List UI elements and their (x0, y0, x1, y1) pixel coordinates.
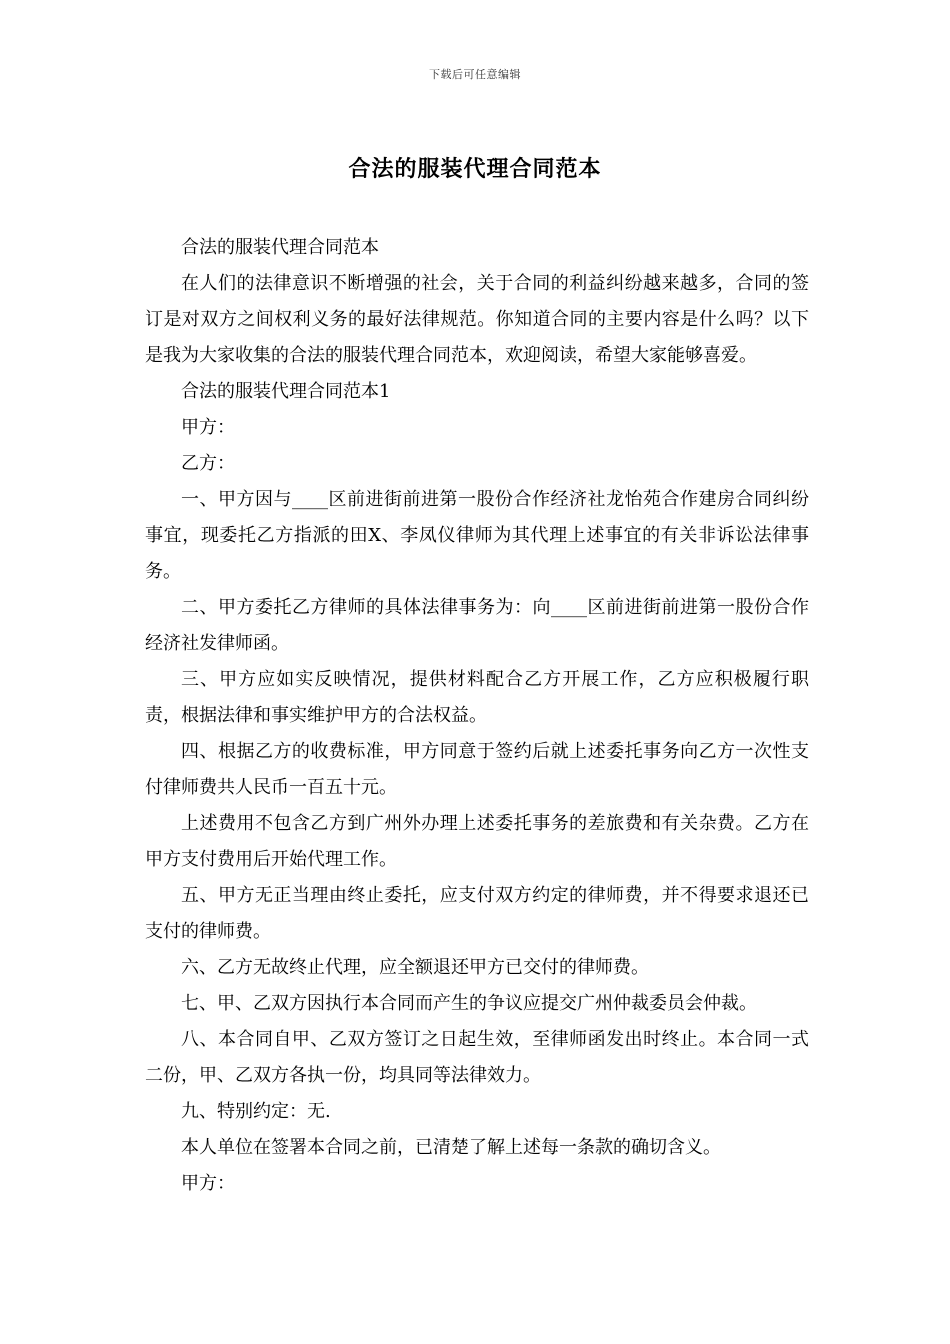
document-body (145, 230, 809, 1202)
paragraph: 合法的服装代理合同范本 (181, 237, 379, 258)
paragraph: 本人单位在签署本合同之前，已清楚了解上述每一条款的确切含义。 (181, 1137, 721, 1158)
paragraph: 乙方： (181, 453, 235, 474)
paragraph: 七、甲、乙双方因执行本合同而产生的争议应提交广州仲裁委员会仲裁。 (181, 993, 757, 1014)
paragraph: 一、甲方因与____区前进街前进第一股份合作经济社龙怡苑合作建房合同纠纷事宜，现委托乙方指派的田X、李凤仪律师为其代理上述事宜的有关非诉讼法律事务。 (145, 489, 809, 582)
paragraph: 上述费用不包含乙方到广州外办理上述委托事务的差旅费和有关杂费。乙方在甲方支付费用后开始代理工作。 (145, 813, 809, 870)
paragraph: 八、本合同自甲、乙双方签订之日起生效，至律师函发出时终止。本合同一式二份，甲、乙双方各执一份，均具同等法律效力。 (145, 1029, 809, 1086)
paragraph: 甲方： (181, 1173, 235, 1194)
paragraph: 四、根据乙方的收费标准，甲方同意于签约后就上述委托事务向乙方一次性支付律师费共人民币一百五十元。 (145, 741, 809, 798)
paragraph: 合法的服装代理合同范本1 (181, 381, 391, 402)
paragraph: 在人们的法律意识不断增强的社会，关于合同的利益纠纷越来越多，合同的签订是对双方之间权利义务的最好法律规范。你知道合同的主要内容是什么吗？以下是我为大家收集的合法的服装代理合同范本，欢迎阅读，希望大家能够喜爱。 (145, 273, 809, 366)
paragraph: 二、甲方委托乙方律师的具体法律事务为：向____区前进街前进第一股份合作经济社发律师函。 (145, 597, 809, 654)
paragraph: 三、甲方应如实反映情况，提供材料配合乙方开展工作，乙方应积极履行职责，根据法律和事实维护甲方的合法权益。 (145, 669, 809, 726)
paragraph: 九、特别约定：无. (181, 1101, 331, 1122)
header-note: 下载后可任意编辑 (429, 68, 521, 81)
paragraph: 六、乙方无故终止代理，应全额退还甲方已交付的律师费。 (181, 957, 649, 978)
paragraph: 甲方： (181, 417, 235, 438)
document-title: 合法的服装代理合同范本 (348, 156, 602, 182)
paragraph: 五、甲方无正当理由终止委托，应支付双方约定的律师费，并不得要求退还已支付的律师费。 (145, 885, 809, 942)
